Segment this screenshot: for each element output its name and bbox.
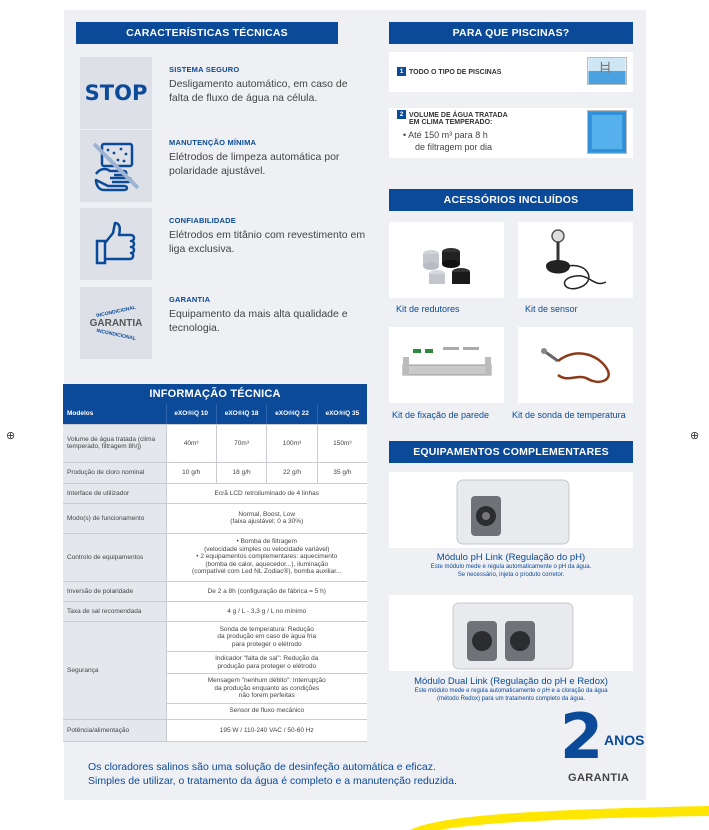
row-label: Segurança — [63, 621, 166, 719]
feature-text: Elétrodos em titânio com revestimento em liga exclusiva. — [169, 229, 366, 255]
accessory-wall-mount-image — [389, 327, 504, 403]
reducers-icon — [389, 222, 504, 298]
equipment-desc: Este módulo mede e regula automaticamente o pH e a cloração da água — [414, 688, 608, 694]
table-cell: 4 g / L - 3,3 g / L no mínimo — [166, 601, 367, 621]
feature-icon-tile — [80, 57, 152, 129]
pool-item-sub: de filtragem por dia — [415, 142, 493, 152]
table-row — [63, 424, 367, 462]
safety-line: Indicador "falta de sal": Redução da — [215, 655, 319, 663]
pool-item-text: VOLUME DE ÁGUA TRATADA — [409, 112, 508, 119]
footer-line: Simples de utilizar, o tratamento da água é completo e a manutenção reduzida. — [88, 775, 457, 787]
pools-header: PARA QUE PISCINAS? — [389, 22, 633, 44]
safety-line: da produção em caso de água fria — [217, 633, 317, 641]
control-line: (bomba de calor, aquecedor...), iluminação — [205, 560, 329, 568]
feature-text: Equipamento da mais alta qualidade e tecnologia. — [169, 308, 348, 334]
pool-item-label — [397, 67, 501, 76]
feature-title: SISTEMA SEGURO — [169, 65, 240, 74]
table-cell: 22 g/h — [267, 462, 317, 483]
table-cell: 195 W / 110-240 VAC / 50-60 Hz — [166, 719, 367, 741]
feature-safe-system — [80, 57, 370, 129]
control-line: (velocidade simples ou velocidade variável) — [204, 545, 330, 553]
features-header: CARACTERÍSTICAS TÉCNICAS — [76, 22, 338, 44]
equipment-title: Módulo Dual Link (Regulação do pH e Redox) — [414, 676, 608, 687]
table-row — [63, 581, 367, 601]
table-cell: 10 g/h — [166, 462, 216, 483]
safety-item — [167, 674, 368, 704]
accessories-header: ACESSÓRIOS INCLUÍDOS — [389, 189, 633, 211]
safety-line: Sonda de temperatura: Redução — [219, 625, 314, 633]
guarantee-seal-arc-top: INCONDICIONAL — [95, 304, 137, 319]
accessory-caption: Kit de fixação de parede — [392, 410, 490, 420]
accessory-sensor-image — [518, 222, 633, 298]
accessory-caption: Kit de sensor — [525, 304, 578, 314]
dual-link-device-icon — [389, 595, 633, 671]
warranty-label: GARANTIA — [568, 772, 630, 784]
warranty-number: 2 — [560, 700, 604, 773]
safety-line: para proteger o elétrodo — [231, 640, 302, 648]
ph-link-device-icon — [389, 472, 633, 548]
safety-line: Mensagem "nenhum débito": Interrupção — [207, 677, 326, 685]
feature-title: MANUTENÇÃO MÍNIMA — [169, 138, 257, 147]
control-line: (compatível com Led NL Zodiac®), bomba auxiliar... — [192, 568, 342, 576]
feature-icon-tile — [80, 287, 152, 359]
wall-mount-icon — [389, 327, 504, 403]
ph-link-module-image — [389, 472, 633, 548]
accessory-reducers-image — [389, 222, 504, 298]
table-cell: Ecrã LCD retroiluminado de 4 linhas — [166, 483, 367, 503]
feature-reliability — [80, 208, 370, 280]
equipment-desc: Este módulo mede e regula automaticamente o pH da água. — [430, 564, 592, 570]
row-label: Volume de água tratada (clima temperado, filtragem 8h/j) — [63, 424, 166, 462]
sensor-icon — [518, 222, 633, 298]
feature-title: CONFIABILIDADE — [169, 216, 236, 225]
control-line: • 2 equipamentos complementares: aquecimento — [196, 553, 338, 561]
stop-icon: STOP — [84, 81, 148, 105]
table-row — [63, 483, 367, 503]
footer-text — [88, 760, 457, 788]
control-line: • Bomba de filtragem — [236, 538, 297, 546]
pool-item-2 — [389, 108, 633, 158]
feature-guarantee — [80, 287, 370, 359]
registration-mark-left: ⊕ — [6, 430, 16, 442]
table-cell: 70m³ — [216, 424, 266, 462]
table-cell: 18 g/h — [216, 462, 266, 483]
row-label: Controlo de equipamentos — [63, 533, 166, 581]
feature-icon-tile — [80, 208, 152, 280]
accessory-caption: Kit de sonda de temperatura — [512, 410, 626, 420]
modes-line: (faixa ajustável: 0 a 30%) — [230, 518, 304, 525]
equipment-desc: (método Redox) para um tratamento completo da água. — [436, 696, 586, 702]
guarantee-seal-arc-bottom: INCONDICIONAL — [95, 327, 137, 342]
table-head-cell: eXO®iQ 35 — [317, 404, 367, 424]
equipment-title: Módulo pH Link (Regulação do pH) — [436, 552, 586, 563]
table-row — [63, 719, 367, 741]
pool-item-text: TODO O TIPO DE PISCINAS — [409, 69, 502, 76]
equipment-desc: Se necessário, injeta o produto corretor. — [457, 572, 565, 578]
table-cell: 35 g/h — [317, 462, 367, 483]
safety-item — [167, 623, 368, 653]
table-head-cell: eXO®iQ 10 — [166, 404, 216, 424]
registration-mark-right: ⊕ — [690, 430, 700, 442]
warranty-badge — [560, 700, 660, 790]
table-head-cell: eXO®iQ 22 — [267, 404, 317, 424]
yellow-swoosh-decoration — [400, 806, 709, 830]
footer-line: Os cloradores salinos são uma solução de desinfeção automática e eficaz. — [88, 761, 436, 773]
pool-item-text: EM CLIMA TEMPERADO: — [409, 119, 493, 126]
row-label: Interface de utilizador — [63, 483, 166, 503]
row-label: Produção de cloro nominal — [63, 462, 166, 483]
table-cell — [166, 503, 367, 533]
accessory-temp-probe-image — [518, 327, 633, 403]
row-label: Modo(s) de funcionamento — [63, 503, 166, 533]
pool-ladder-icon — [587, 57, 627, 85]
table-title: INFORMAÇÃO TÉCNICA — [63, 384, 367, 404]
safety-line: da produção enquanto as condições — [214, 684, 320, 692]
safety-line: produção para proteger o elétrodo — [217, 662, 317, 670]
row-label: Potência/alimentação — [63, 719, 166, 741]
pool-water-icon — [587, 110, 627, 154]
pool-item-number: 2 — [397, 110, 406, 119]
table-header-row — [63, 404, 367, 424]
dual-link-module-image — [389, 595, 633, 671]
table-head-cell: eXO®iQ 18 — [216, 404, 266, 424]
table-row — [63, 503, 367, 533]
table-cell — [166, 621, 367, 719]
pool-item-sub: • Até 150 m³ para 8 h — [403, 130, 488, 140]
warranty-unit: ANOS — [604, 732, 645, 748]
feature-minimal-maintenance — [80, 130, 370, 202]
feature-title: GARANTIA — [169, 295, 211, 304]
table-row — [63, 601, 367, 621]
guarantee-seal-icon: GARANTIA — [89, 317, 143, 329]
table-cell: 40m³ — [166, 424, 216, 462]
feature-text: Elétrodos de limpeza automática por polaridade ajustável. — [169, 151, 340, 177]
feature-icon-tile — [80, 130, 152, 202]
table-cell: 100m³ — [267, 424, 317, 462]
table-row — [63, 462, 367, 483]
equipment-header: EQUIPAMENTOS COMPLEMENTARES — [389, 441, 633, 463]
pool-item-label — [397, 110, 508, 119]
modes-line: Normal, Boost, Low — [238, 511, 296, 518]
feature-text: Desligamento automático, em caso de falta de fluxo de água na célula. — [169, 78, 348, 104]
safety-item — [167, 704, 368, 718]
row-label: Taxa de sal recomendada — [63, 601, 166, 621]
safety-item — [167, 652, 368, 674]
table-cell — [166, 533, 367, 581]
safety-line: Sensor de fluxo mecânico — [229, 706, 305, 714]
temp-probe-icon — [518, 327, 633, 403]
table-row — [63, 533, 367, 581]
safety-line: não forem perfeitas — [238, 692, 295, 700]
table-head-cell: Modelos — [63, 404, 166, 424]
pool-item-number: 1 — [397, 67, 406, 76]
hand-icon — [88, 138, 144, 194]
pool-item-1 — [389, 52, 633, 92]
table-row — [63, 621, 367, 719]
table-cell: 150m³ — [317, 424, 367, 462]
row-label: Inversão de polaridade — [63, 581, 166, 601]
thumbs-up-icon — [91, 219, 141, 269]
table-cell: De 2 a 8h (configuração de fábrica = 5 h) — [166, 581, 367, 601]
accessory-caption: Kit de redutores — [396, 304, 460, 314]
tech-table — [63, 404, 367, 742]
